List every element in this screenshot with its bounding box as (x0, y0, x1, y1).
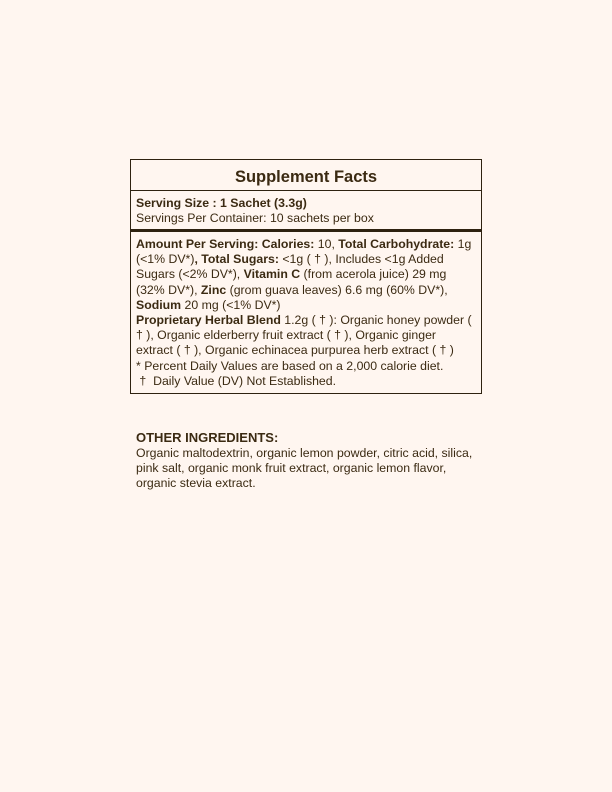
dagger-footnote: † Daily Value (DV) Not Established. (136, 373, 337, 388)
amount-per-serving-section (131, 232, 481, 393)
vitamin-c-value: (from acerola juice) 29 mg (32% DV*), (136, 267, 447, 297)
nutrient-list (136, 237, 476, 313)
proprietary-blend-label: Proprietary Herbal Blend (136, 313, 281, 328)
total-carbohydrate-label: Total Carbohydrate: (338, 237, 455, 251)
supplement-facts-title: Supplement Facts (131, 160, 481, 191)
calories-value: 10, (314, 237, 339, 251)
serving-size: Serving Size : 1 Sachet (3.3g) (136, 196, 307, 210)
daily-value-footnote: * Percent Daily Values are based on a 2,000 calorie diet. (136, 358, 444, 373)
supplement-facts-panel (130, 159, 482, 394)
proprietary-blend-value: 1.2g ( † ): Organic honey powder ( † ), Organic elderberry fruit extract ( † ), Organic ginger extract ( † ), Organic echinacea purpurea herb extract ( † ) (136, 313, 472, 358)
proprietary-blend (136, 313, 476, 359)
zinc-label: Zinc (200, 282, 227, 297)
total-carbohydrate-value: 1g (<1% DV*) (136, 237, 472, 267)
servings-per-container: Servings Per Container: 10 sachets per box (136, 211, 374, 225)
other-ingredients-section (136, 430, 476, 492)
vitamin-c-label: Vitamin C (243, 267, 301, 282)
zinc-value: (grom guava leaves) 6.6 mg (60% DV*), (226, 282, 448, 297)
calories-label: Calories: (261, 237, 315, 251)
serving-info-section (131, 191, 481, 232)
sodium-value: 20 mg (<1% DV*) (181, 297, 281, 312)
separator-comma: , (194, 252, 202, 267)
total-sugars-value: <1g ( † ), Includes <1g Added Sugars (<2% DV*), (136, 252, 444, 282)
amount-per-serving-label: Amount Per Serving: (136, 237, 259, 251)
total-sugars-label: Total Sugars: (201, 252, 279, 267)
other-ingredients-text: Organic maltodextrin, organic lemon powder, citric acid, silica, pink salt, organic monk fruit extract, organic lemon flavor, organic stevia extract. (136, 446, 473, 491)
other-ingredients-title: OTHER INGREDIENTS: (136, 430, 279, 445)
sodium-label: Sodium (136, 297, 182, 312)
